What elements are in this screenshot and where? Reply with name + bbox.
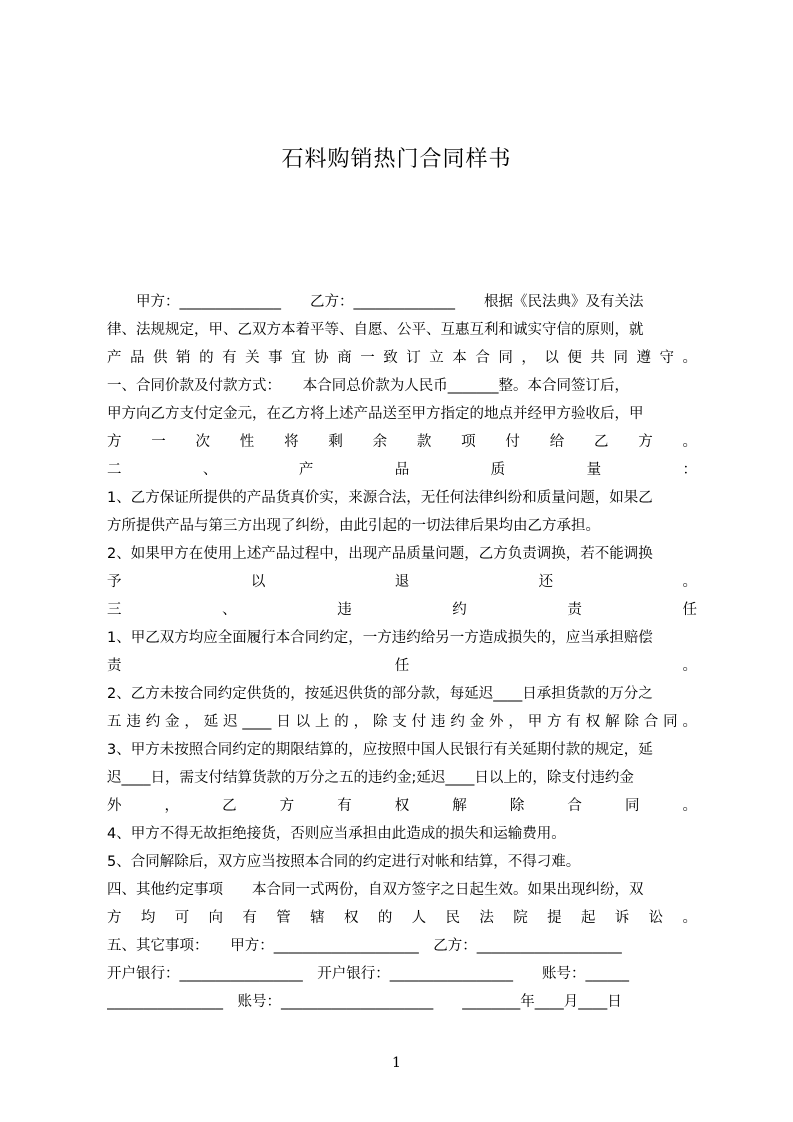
document-title: 石料购销热门合同样书 [281,147,512,172]
contract-line: 方均可向有管辖权的人民法院提起诉讼。 [107,910,697,926]
contract-line: 方所提供产品与第三方出现了纠纷，由此引起的一切法律后果均由乙方承担。 [107,518,600,534]
contract-line: 一、合同价款及付款方式： 本合同总价款为人民币_______整。本合同签订后， [107,378,629,394]
contract-line: 方一次性将剩余款项付给乙方。 [107,434,697,450]
contract-line: 甲方：______________ 乙方：______________ 根据《民法典》及有关法 [107,294,644,310]
contract-line: 2、乙方未按合同约定供货的，按延迟供货的部分款，每延迟____日承担货款的万分之 [107,686,653,702]
page-number: 1 [392,1055,401,1071]
contract-body [107,290,697,1018]
contract-line: 1、甲乙双方均应全面履行本合同约定，一方违约给另一方造成损失的，应当承担赔偿 [107,630,653,646]
contract-line: 产品供销的有关事宜协商一致订立本合同，以便共同遵守。 [107,350,697,366]
contract-line: 迟____日，需支付结算货款的万分之五的违约金;延迟____日以上的，除支付违约金 [107,770,634,786]
contract-line: 三、违约责任 [107,602,697,618]
contract-line: 2、如果甲方在使用上述产品过程中，出现产品质量问题，乙方负责调换，若不能调换 [107,546,653,562]
contract-line: 五违约金，延迟____日以上的，除支付违约金外，甲方有权解除合同。 [107,714,697,730]
contract-line: 律、法规规定，甲、乙双方本着平等、自愿、公平、互惠互利和诚实守信的原则，就 [107,322,644,338]
contract-line: 1、乙方保证所提供的产品货真价实，来源合法，无任何法律纠纷和质量问题，如果乙 [107,490,653,506]
contract-line: 外，乙方有权解除合同。 [107,798,697,814]
contract-line: 5、合同解除后，双方应当按照本合同的约定进行对帐和结算，不得刁难。 [107,854,581,870]
contract-line: 四、其他约定事项 本合同一式两份，自双方签字之日起生效。如果出现纠纷，双 [107,882,644,898]
contract-line: 二、产品质量： [107,462,697,478]
contract-line: 责任。 [107,658,697,674]
contract-line: 3、甲方未按照合同约定的期限结算的，应按照中国人民银行有关延期付款的规定，延 [107,742,653,758]
contract-line: 五、其它事项： 甲方：____________________ 乙方：____________________ [107,938,622,954]
contract-line: ________________ 账号：_____________________ ________年____月____日 [107,994,622,1010]
contract-line: 开户银行：_________________ 开户银行：_________________ 账号：______ [107,966,629,982]
contract-line: 予以退还。 [107,574,697,590]
contract-line: 4、甲方不得无故拒绝接货，否则应当承担由此造成的损失和运输费用。 [107,826,566,842]
contract-line: 甲方向乙方支付定金元，在乙方将上述产品送至甲方指定的地点并经甲方验收后，甲 [107,406,644,422]
